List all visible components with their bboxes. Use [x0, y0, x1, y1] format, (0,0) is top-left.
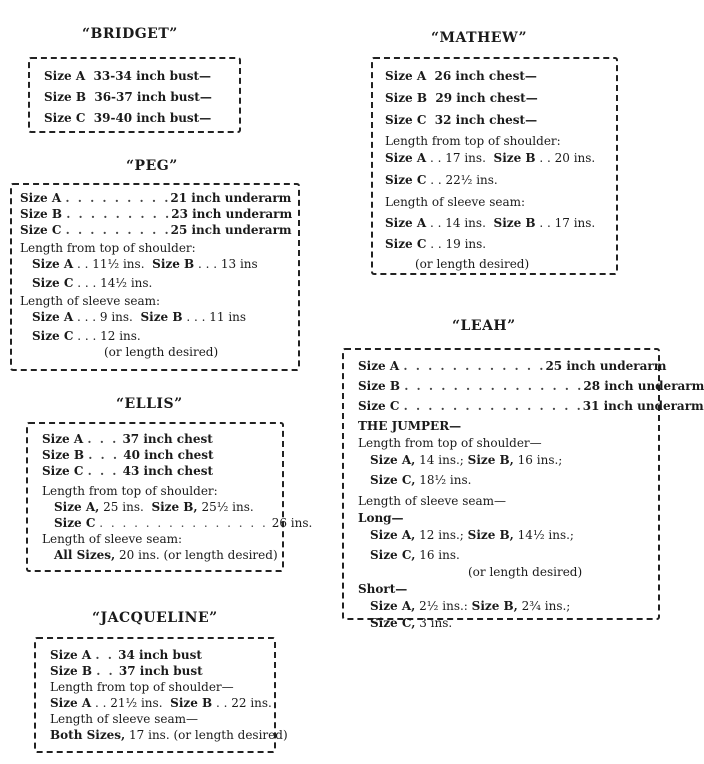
length-row: Size C . . . . . . . . . . . . . . . 26 ins.: [54, 516, 313, 530]
mathew-title: “MATHEW”: [431, 30, 527, 46]
peg-title: “PEG”: [126, 158, 178, 174]
leah-title: “LEAH”: [452, 318, 516, 334]
size-row: Size A . . . . . . . . . . . . 25 inch underarm: [358, 359, 667, 373]
sleeve-row: Size C . . . 12 ins.: [32, 329, 141, 343]
size-row: Size C 32 inch chest—: [385, 113, 538, 127]
size-row: Size A . . . 37 inch chest: [42, 432, 213, 446]
length-row: Size C . . 22½ ins.: [385, 173, 498, 187]
sleeve-row: Both Sizes, 17 ins. (or length desired): [50, 728, 288, 742]
size-row: Size B . . . . . . . . . . . . . . . 28 inch underarm: [358, 379, 704, 393]
jacqueline-title: “JACQUELINE”: [92, 610, 218, 626]
size-row: Size A 33-34 inch bust—: [44, 69, 211, 83]
short-heading: Short—: [358, 582, 408, 596]
sleeve-label: Length of sleeve seam:: [20, 294, 161, 308]
size-row: Size A 26 inch chest—: [385, 69, 537, 83]
length-row: Size A, 14 ins.; Size B, 16 ins.;: [370, 453, 563, 467]
short-row: Size C, 3 ins.: [370, 616, 453, 630]
size-row: Size A . . 34 inch bust: [50, 648, 202, 662]
length-row: Size A . . 17 ins. Size B . . 20 ins.: [385, 151, 596, 165]
size-row: Size B . . . . . . . . . 23 inch underarm: [20, 207, 293, 221]
leah-size-box: [342, 348, 704, 630]
length-desired-note: (or length desired): [468, 565, 583, 579]
length-label: Length from top of shoulder—: [50, 680, 234, 694]
length-desired-note: (or length desired): [415, 257, 530, 271]
length-row: Size A . . 21½ ins. Size B . . 22 ins.: [50, 696, 272, 710]
size-row: Size C . . . . . . . . . . . . . . . 31 inch underarm: [358, 399, 704, 413]
length-label: Length from top of shoulder:: [20, 241, 196, 255]
size-row: Size B . . . 40 inch chest: [42, 448, 214, 462]
size-row: Size C . . . . . . . . . 25 inch underarm: [20, 223, 292, 237]
long-row: Size C, 16 ins.: [370, 548, 460, 562]
length-row: Size A . . 11½ ins. Size B . . . 13 ins: [32, 257, 258, 271]
bridget-size-box: [28, 57, 241, 133]
length-label: Length from top of shoulder:: [42, 484, 218, 498]
length-row: Size A, 25 ins. Size B, 25½ ins.: [54, 500, 254, 514]
jumper-heading: THE JUMPER—: [358, 419, 462, 433]
sleeve-row: Size C . . 19 ins.: [385, 237, 487, 251]
sleeve-label: Length of sleeve seam:: [385, 195, 526, 209]
size-row: Size C . . . 43 inch chest: [42, 464, 214, 478]
size-row: Size B 36-37 inch bust—: [44, 90, 212, 104]
sleeve-label: Length of sleeve seam:: [42, 532, 183, 546]
jacqueline-size-box: [34, 637, 288, 753]
size-row: Size A . . . . . . . . . 21 inch underarm: [20, 191, 292, 205]
ellis-title: “ELLIS”: [116, 396, 183, 412]
size-row: Size B 29 inch chest—: [385, 91, 538, 105]
length-label: Length from top of shoulder:: [385, 134, 561, 148]
bridget-title: “BRIDGET”: [82, 26, 178, 42]
peg-size-box: [10, 183, 300, 371]
sleeve-label: Length of sleeve seam—: [358, 494, 507, 508]
short-row: Size A, 2½ ins.: Size B, 2¾ ins.;: [370, 599, 571, 613]
sleeve-label: Length of sleeve seam—: [50, 712, 199, 726]
size-row: Size C 39-40 inch bust—: [44, 111, 212, 125]
ellis-size-box: [26, 422, 313, 572]
mathew-size-box: [371, 57, 618, 275]
length-row: Size C, 18½ ins.: [370, 473, 472, 487]
long-row: Size A, 12 ins.; Size B, 14½ ins.;: [370, 528, 574, 542]
size-row: Size B . . 37 inch bust: [50, 664, 203, 678]
length-desired-note: (or length desired): [104, 345, 219, 359]
long-heading: Long—: [358, 511, 404, 525]
sleeve-row: Size A . . . 9 ins. Size B . . . 11 ins: [32, 310, 247, 324]
sleeve-row: All Sizes, 20 ins. (or length desired): [54, 548, 278, 562]
length-label: Length from top of shoulder—: [358, 436, 542, 450]
length-row: Size C . . . 14½ ins.: [32, 276, 153, 290]
sleeve-row: Size A . . 14 ins. Size B . . 17 ins.: [385, 216, 596, 230]
